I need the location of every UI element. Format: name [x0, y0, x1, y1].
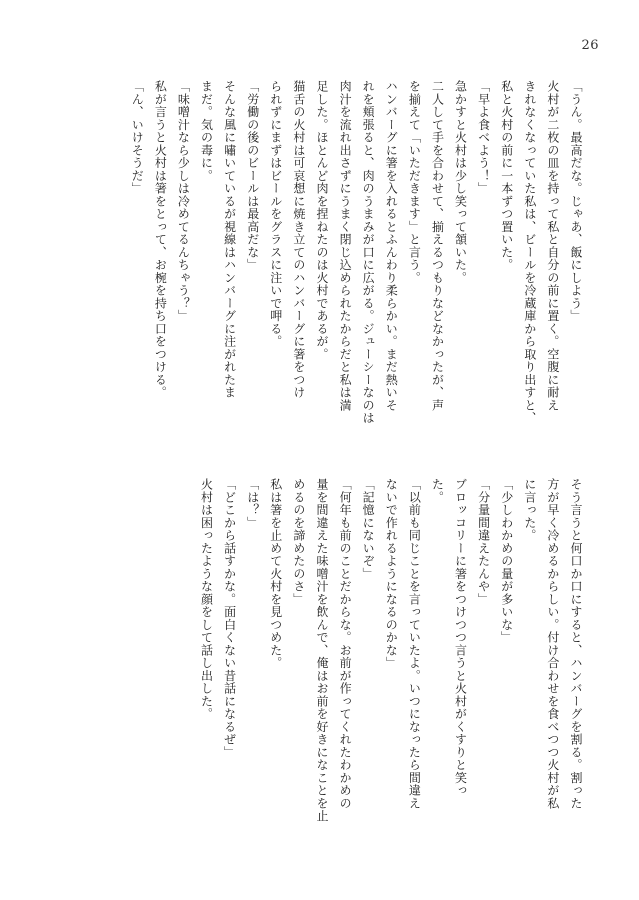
text-line: た。 [430, 478, 445, 504]
text-line: 量を間違えた味噌汁を飲んで、俺はお前を好きになことを止 [314, 478, 329, 823]
text-line: 急かすと火村は少し笑って頷いた。 [453, 80, 468, 284]
text-line: れを頬張ると、肉のうまみが口に広がる。ジューシーなのは [361, 80, 376, 425]
text-line: そんな風に嘯いているが視線はハンバーグに注がれたま [222, 80, 237, 399]
text-line: ないで作れるようになるのかな」 [384, 478, 399, 670]
text-line: ブロッコリーに箸をつけつつ言うと火村がくすりと笑っ [453, 478, 468, 797]
text-line: に言った。 [522, 478, 537, 542]
text-line: きれなくなっていた私は、ビールを冷蔵庫から取り出すと、 [522, 80, 537, 425]
text-block-top [107, 80, 587, 480]
text-line: 「味噌汁なら少しは冷めてるんちゃう？」 [176, 80, 191, 323]
text-line: 「何年も前のことだからな。お前が作ってくれたわかめの [338, 478, 353, 810]
text-line: 「記憶にないぞ」 [361, 478, 376, 580]
text-line: 「分量間違えたんや」 [476, 478, 491, 606]
text-line: を揃えて「いただきます」と言う。 [407, 80, 422, 284]
text-line: 私が言うと火村は箸をとって、お椀を持ち口をつける。 [153, 80, 168, 399]
text-line: 二人して手を合わせて、揃えるつもりなどなかったが、声 [430, 80, 445, 412]
text-line: 「少しわかめの量が多いな」 [499, 478, 514, 644]
text-line: まだ。気の毒に。 [199, 80, 214, 182]
text-line: 火村は困ったような顔をして話し出した。 [199, 478, 214, 721]
text-block-bottom [107, 478, 587, 833]
text-line: 私と火村の前に一本ずつ置いた。 [499, 80, 514, 272]
text-line: 私は箸を止めて火村を見つめた。 [268, 478, 283, 670]
text-line: そう言うと何口か口にすると、ハンバーグを割る。割った [569, 478, 583, 810]
text-line: 「労働の後のビールは最高だな」 [245, 80, 260, 272]
text-line: 「は？」 [245, 478, 260, 529]
page-number: 26 [581, 38, 599, 53]
text-line: 火村が二枚の皿を持って私と自分の前に置く。空腹に耐え [545, 80, 560, 412]
text-line: めるのを諦めたのさ」 [291, 478, 306, 606]
text-line: 猫舌の火村は可哀想に焼き立てのハンバーグに箸をつけ [291, 80, 306, 399]
text-line: 足した。ほとんど肉を捏ねたのは火村であるが。 [314, 80, 329, 361]
text-line: られずにまずはビールをグラスに注いで呷る。 [268, 80, 283, 348]
text-line: 「以前も同じことを言っていたよ。いつになったら間違え [407, 478, 422, 810]
text-line: 「どこから話すかな。面白くない昔話になるぜ」 [222, 478, 237, 759]
text-line: 「うん。最高だな。じゃあ、飯にしよう」 [569, 80, 583, 323]
text-line: 「早よ食べよう！」 [476, 80, 491, 195]
text-line: 方が早く冷めるからしい。付け合わせを食べつつ火村が私 [545, 478, 560, 810]
text-line: 肉汁を流れ出さずにうまく閉じ込められたからだと私は満 [338, 80, 353, 412]
text-line: ハンバーグに箸を入れるとふんわり柔らかい。まだ熱いそ [384, 80, 399, 412]
text-line: 「ん、いけそうだ」 [130, 80, 145, 195]
